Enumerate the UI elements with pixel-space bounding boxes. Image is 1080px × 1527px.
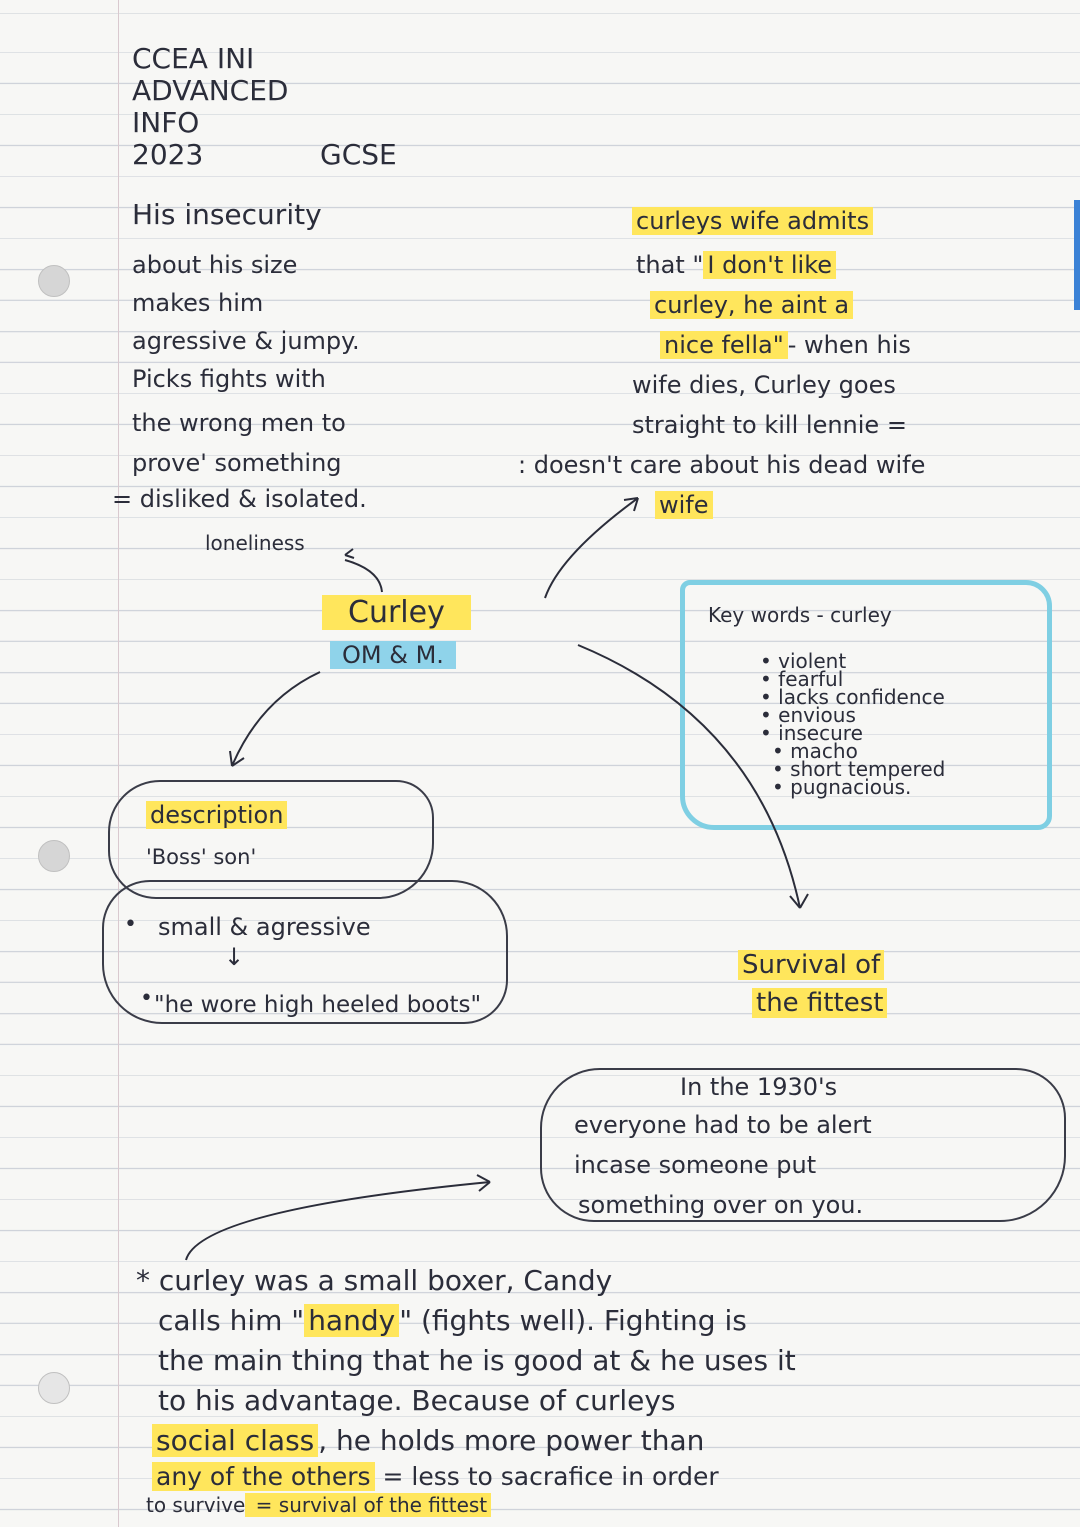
text: = less to sacrafice in order [374,1462,719,1491]
left-note-line: about his size [132,251,298,279]
key-word-item: • insecure [760,721,863,745]
left-note-line: agressive & jumpy. [132,327,360,355]
header-line: GCSE [320,138,397,171]
arrow-head [345,549,354,558]
key-word-item: • violent [760,649,847,673]
highlight: Survival of [738,950,884,980]
key-word-item: • lacks confidence [760,685,945,709]
key-word-item: • envious [760,703,856,727]
highlight: nice fella" [660,331,788,359]
highlight: handy [304,1304,399,1337]
key-word-item: • pugnacious. [772,775,912,799]
highlight: curleys wife admits [632,207,873,235]
text: - when his [787,331,911,359]
highlight-blue: OM & M. [330,641,456,669]
left-note-line: Picks fights with [132,365,326,393]
arrow-loneliness [345,560,382,592]
bullet: • [124,912,137,937]
highlight: I don't like [703,251,836,279]
bullet: • [140,986,153,1011]
description-quote: 'Boss' son' [146,845,257,869]
key-word-item: • fearful [760,667,844,691]
highlight: curley, he aint a [650,291,853,319]
arrow-to-context [186,1182,490,1260]
text: calls him " [158,1304,305,1337]
context-line: something over on you. [578,1191,864,1219]
header-line: CCEA INI [132,42,255,75]
highlight: any of the others [152,1462,375,1491]
header-line: 2023 [132,138,204,171]
text: " (fights well). Fighting is [399,1304,747,1337]
right-note-line: straight to kill lennie = [632,411,907,439]
highlight: the fittest [752,988,887,1018]
key-word-item: • short tempered [772,757,946,781]
text: to survive [146,1493,246,1517]
highlight: description [146,801,287,829]
highlight: = survival of the fittest [245,1493,491,1517]
text: In the 1930's [680,1073,838,1101]
arrow-to-survival [578,645,800,908]
key-word-item: • macho [772,739,858,763]
header-line: INFO [132,106,200,139]
bottom-note-line: * curley was a small boxer, Candy [136,1264,613,1297]
bottom-note-line: the main thing that he is good at & he uses it [158,1344,796,1377]
bottom-note-line: to his advantage. Because of curleys [158,1384,676,1417]
left-note-line: the wrong men to [132,409,346,437]
left-note-line: loneliness [205,531,305,555]
description-point: "he wore high heeled boots" [154,992,482,1018]
highlight: social class [152,1424,318,1457]
left-note-line: His insecurity [132,198,322,231]
header-line: ADVANCED [132,74,289,107]
key-words-heading: Key words - curley [708,603,892,627]
description-point: small & agressive [158,913,371,941]
left-note-line: prove' something [132,449,342,477]
right-note-line: : doesn't care about his dead wife [518,451,926,479]
text: , he holds more power than [318,1424,705,1457]
arrow-to-description [232,672,320,766]
context-line: incase someone put [574,1151,817,1179]
left-note-line: = disliked & isolated. [112,485,367,513]
arrow-to-wife [545,498,638,598]
context-line: everyone had to be alert [574,1111,872,1139]
highlight: wife [655,491,713,519]
down-arrow-icon: ↓ [224,943,245,971]
left-note-line: makes him [132,289,264,317]
right-note-line: wife dies, Curley goes [632,371,896,399]
highlight: Curley [322,595,471,630]
text: that " [636,251,704,279]
